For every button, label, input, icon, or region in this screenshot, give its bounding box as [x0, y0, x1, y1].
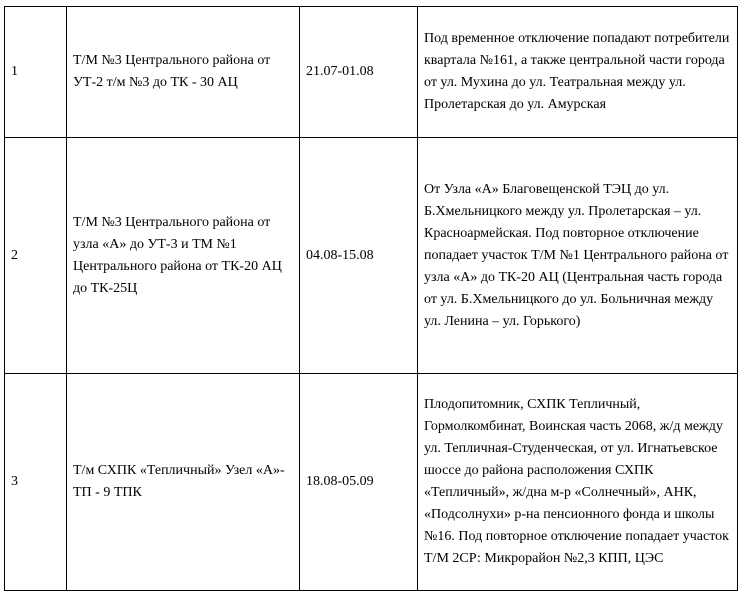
pipeline-segment-cell: Т/м СХПК «Тепличный» Узел «А»-ТП - 9 ТПК: [67, 374, 300, 591]
row-number-cell: 3: [5, 374, 67, 591]
affected-area-cell: Под временное отключение попадают потребители квартала №161, а также центральной части города от ул. Мухина до ул. Театральная между ул. Пролетарская до ул. Амурская: [418, 7, 738, 138]
outage-schedule-table: [4, 6, 738, 591]
row-number-cell: 2: [5, 138, 67, 374]
pipeline-segment-cell: Т/М №3 Центрального района от узла «А» до УТ-3 и ТМ №1 Центрального района от ТК-20 АЦ до ТК-25Ц: [67, 138, 300, 374]
table-row: [5, 374, 738, 591]
outage-dates-cell: 04.08-15.08: [300, 138, 418, 374]
pipeline-segment-cell: Т/М №3 Центрального района от УТ-2 т/м №3 до ТК - 30 АЦ: [67, 7, 300, 138]
table-row: [5, 7, 738, 138]
affected-area-cell: От Узла «А» Благовещенской ТЭЦ до ул. Б.Хмельницкого между ул. Пролетарская – ул. Красноармейская. Под повторное отключение попадает участок Т/М №1 Центрального района от узла «А» до ТК-20 АЦ (Центральная часть города от ул. Б.Хмельницкого до ул. Больничная между ул. Ленина – ул. Горького): [418, 138, 738, 374]
outage-dates-cell: 18.08-05.09: [300, 374, 418, 591]
outage-dates-cell: 21.07-01.08: [300, 7, 418, 138]
affected-area-cell: Плодопитомник, СХПК Тепличный, Гормолкомбинат, Воинская часть 2068, ж/д между ул. Тепличная-Студенческая, от ул. Игнатьевское шоссе до района расположения СХПК «Тепличный», ж/дна м-р «Солнечный», АНК, «Подсолнухи» р-на пенсионного фонда и школы №16. Под повторное отключение попадает участок Т/М 2СР: Микрорайон №2,3 КПП, ЦЭС: [418, 374, 738, 591]
table-row: [5, 138, 738, 374]
row-number-cell: 1: [5, 7, 67, 138]
